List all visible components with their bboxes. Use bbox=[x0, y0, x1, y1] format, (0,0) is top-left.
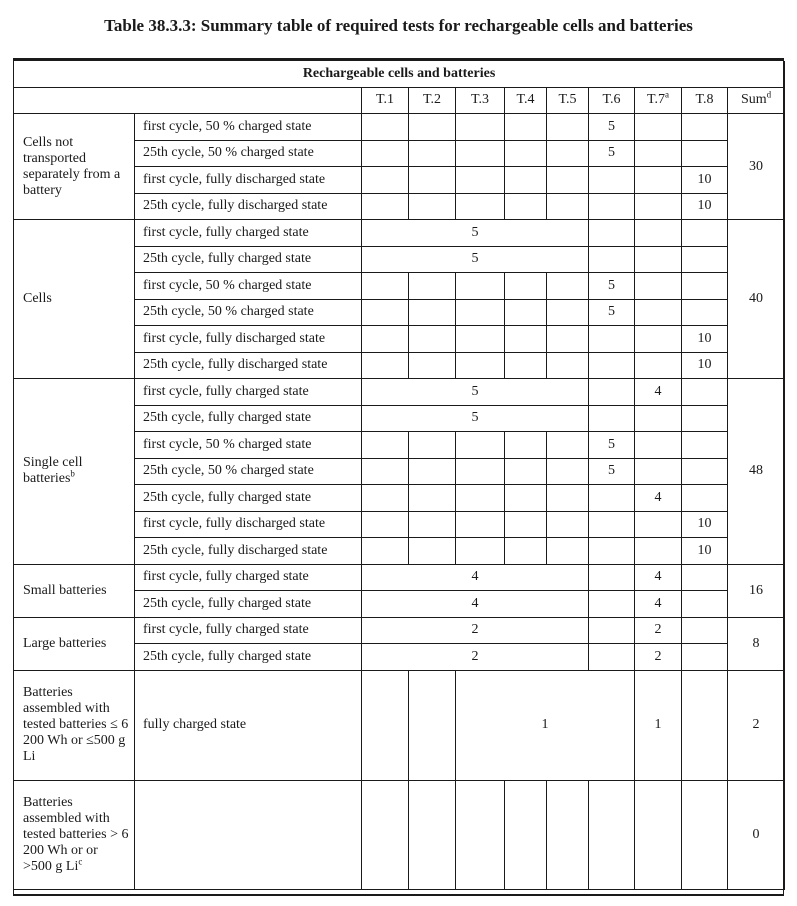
header-row bbox=[14, 87, 785, 114]
row-description: 25th cycle, 50 % charged state bbox=[135, 458, 362, 485]
cell-t6: 5 bbox=[589, 114, 635, 141]
row-description: first cycle, fully discharged state bbox=[135, 167, 362, 194]
row-description: 25th cycle, fully discharged state bbox=[135, 352, 362, 379]
group-sum: 30 bbox=[728, 114, 785, 220]
row-description: 25th cycle, fully discharged state bbox=[135, 538, 362, 565]
cell-t8: 10 bbox=[682, 167, 728, 194]
row-description: first cycle, fully charged state bbox=[135, 379, 362, 406]
group-sum: 0 bbox=[728, 780, 785, 889]
cell-t7: 2 bbox=[635, 644, 682, 671]
group-sum: 16 bbox=[728, 564, 785, 617]
cell-t7: 4 bbox=[635, 379, 682, 406]
group-sum: 48 bbox=[728, 379, 785, 565]
col-header-sum: Sum$^d$ bbox=[728, 87, 785, 114]
cell-t7: 1 bbox=[635, 670, 682, 780]
group-label: Large batteries bbox=[14, 617, 135, 670]
cell-t6: 5 bbox=[589, 299, 635, 326]
cell-t7: 4 bbox=[635, 591, 682, 618]
cell-t1-t5: 5 bbox=[362, 405, 589, 432]
row-description: 25th cycle, 50 % charged state bbox=[135, 140, 362, 167]
cell-t7: 2 bbox=[635, 617, 682, 644]
row-description: 25th cycle, fully charged state bbox=[135, 644, 362, 671]
group-sum: 2 bbox=[728, 670, 785, 780]
cell-t6: 5 bbox=[589, 432, 635, 459]
col-header-t3: T.3 bbox=[456, 87, 505, 114]
cell-t3-t6: 1 bbox=[456, 670, 635, 780]
table-row bbox=[14, 379, 785, 406]
group-sum: 8 bbox=[728, 617, 785, 670]
cell-t8: 10 bbox=[682, 538, 728, 565]
cell-t7: 4 bbox=[635, 485, 682, 512]
cell-t6: 5 bbox=[589, 458, 635, 485]
col-header-t7: T.7$^a$ bbox=[635, 87, 682, 114]
row-description: first cycle, 50 % charged state bbox=[135, 273, 362, 300]
table-row bbox=[14, 780, 785, 889]
row-description: first cycle, fully discharged state bbox=[135, 511, 362, 538]
table-row bbox=[14, 114, 785, 141]
col-header-t8: T.8 bbox=[682, 87, 728, 114]
group-sum: 40 bbox=[728, 220, 785, 379]
row-description: 25th cycle, 50 % charged state bbox=[135, 299, 362, 326]
col-header-t5: T.5 bbox=[547, 87, 589, 114]
table-caption: Rechargeable cells and batteries bbox=[14, 61, 785, 87]
caption-row bbox=[14, 61, 785, 87]
row-description: first cycle, 50 % charged state bbox=[135, 114, 362, 141]
cell-t1-t5: 4 bbox=[362, 564, 589, 591]
table-row bbox=[14, 220, 785, 247]
col-header-t1: T.1 bbox=[362, 87, 409, 114]
group-label: Batteries assembled with tested batteries ≤ 6 200 Wh or ≤500 g Li bbox=[14, 670, 135, 780]
col-header-t2: T.2 bbox=[409, 87, 456, 114]
group-label: Cells not transported separately from a battery bbox=[14, 114, 135, 220]
table-row bbox=[14, 617, 785, 644]
row-description: 25th cycle, fully charged state bbox=[135, 485, 362, 512]
cell-t1-t5: 5 bbox=[362, 379, 589, 406]
row-description: 25th cycle, fully charged state bbox=[135, 246, 362, 273]
cell-t1-t5: 2 bbox=[362, 644, 589, 671]
row-description: 25th cycle, fully charged state bbox=[135, 591, 362, 618]
cell-t1-t5: 2 bbox=[362, 617, 589, 644]
table-title: Table 38.3.3: Summary table of required tests for rechargeable cells and batteries bbox=[104, 16, 693, 35]
cell-t6: 5 bbox=[589, 273, 635, 300]
cell-t8: 10 bbox=[682, 352, 728, 379]
group-label: Single cell batteries$^b$ bbox=[14, 379, 135, 565]
table-row bbox=[14, 564, 785, 591]
group-label: Cells bbox=[14, 220, 135, 379]
row-description: 25th cycle, fully discharged state bbox=[135, 193, 362, 220]
row-description: first cycle, 50 % charged state bbox=[135, 432, 362, 459]
row-description: first cycle, fully charged state bbox=[135, 564, 362, 591]
cell-t8: 10 bbox=[682, 511, 728, 538]
row-description: first cycle, fully discharged state bbox=[135, 326, 362, 353]
col-header-t4: T.4 bbox=[505, 87, 547, 114]
cell-t8: 10 bbox=[682, 193, 728, 220]
cell-t1-t5: 4 bbox=[362, 591, 589, 618]
cell-t1-t5: 5 bbox=[362, 246, 589, 273]
cell-t1-t5: 5 bbox=[362, 220, 589, 247]
cell-t8: 10 bbox=[682, 326, 728, 353]
row-description: fully charged state bbox=[135, 670, 362, 780]
group-label: Small batteries bbox=[14, 564, 135, 617]
cell-t6: 5 bbox=[589, 140, 635, 167]
summary-table bbox=[13, 61, 785, 890]
col-header-t6: T.6 bbox=[589, 87, 635, 114]
group-label: Batteries assembled with tested batteries > 6 200 Wh or or >500 g Li$^c$ bbox=[14, 780, 135, 889]
row-description: first cycle, fully charged state bbox=[135, 220, 362, 247]
row-description: 25th cycle, fully charged state bbox=[135, 405, 362, 432]
row-description: first cycle, fully charged state bbox=[135, 617, 362, 644]
table-row bbox=[14, 670, 785, 780]
cell-t7: 4 bbox=[635, 564, 682, 591]
